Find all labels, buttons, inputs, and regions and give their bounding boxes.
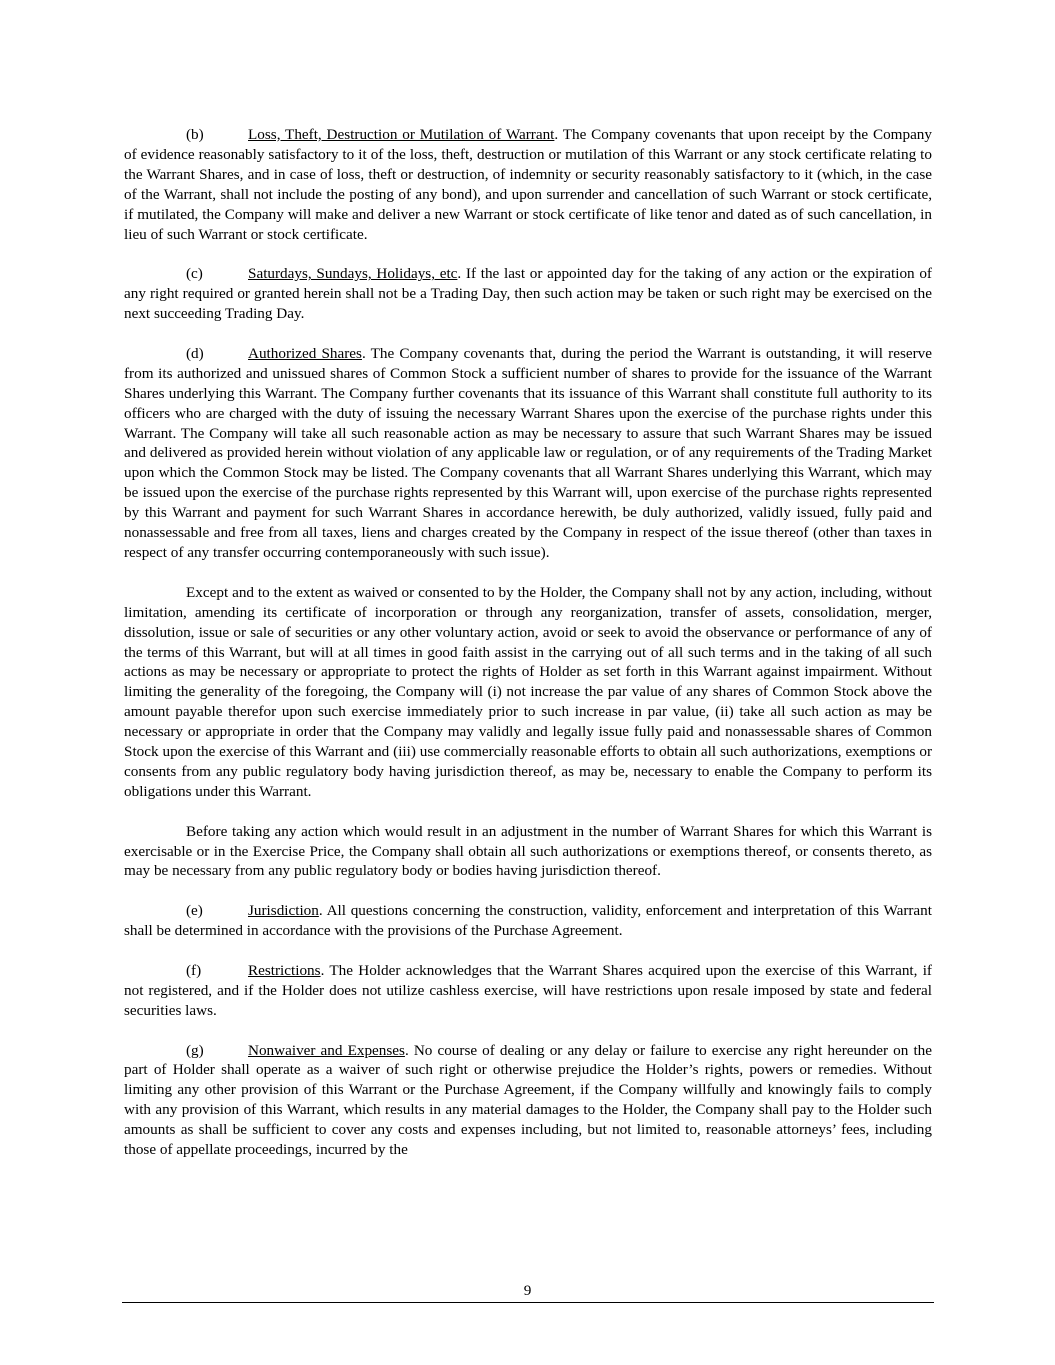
section-heading: Authorized Shares bbox=[248, 344, 362, 362]
section-label: (b) bbox=[186, 126, 204, 143]
section-body: . No course of dealing or any delay or failure to exercise any right hereunder on the part of Holder shall operate as a waiver of such right or otherwise prejudice the Holder’s rights, powers or remedies. Without limiting any other provision of this Warrant or the Purchase Agreement, if the Company willfully and knowingly fails to comply with any provision of this Warrant, which results in any material damages to the Holder, the Company shall pay to the Holder such amounts as shall be sufficient to cover any costs and expenses including, but not limited to, reasonable attorneys’ fees, including those of appellate proceedings, incurred by the bbox=[124, 1041, 932, 1159]
section-g bbox=[124, 1041, 932, 1160]
section-label: (e) bbox=[186, 902, 203, 920]
page-number: 9 bbox=[523, 1282, 532, 1299]
section-label: (f) bbox=[186, 961, 202, 979]
section-heading: Jurisdiction bbox=[248, 902, 319, 920]
section-b bbox=[124, 125, 932, 244]
section-body: . If the last or appointed day for the taking of any action or the expiration of any right required or granted herein shall not be a Trading Day, then such action may be taken or such right may be exercised on the next succeeding Trading Day. bbox=[124, 265, 932, 323]
section-e bbox=[124, 901, 932, 941]
paragraph-except: Except and to the extent as waived or consented to by the Holder, the Company shall not by any action, including, without limitation, amending its certificate of incorporation or through any reorganization, transfer of assets, consolidation, merger, dissolution, issue or sale of securities or any other voluntary action, avoid or seek to avoid the observance or performance of any of the terms of this Warrant, but will at all times in good faith assist in the carrying out of all such terms and in the taking of all such actions as may be necessary or appropriate to protect the rights of Holder as set forth in this Warrant against impairment. Without limiting the generality of the foregoing, the Company will (i) not increase the par value of any shares of Common Stock above the amount payable therefor upon such exercise immediately prior to such increase in par value, (ii) take all such action as may be necessary or appropriate in order that the Company may validly and legally issue fully paid and nonassessable shares of Common Stock upon the exercise of this Warrant and (iii) use commercially reasonable efforts to obtain all such authorizations, exemptions or consents from any public regulatory body having jurisdiction thereof, as may be, necessary to enable the Company to perform its obligations under this Warrant. bbox=[124, 583, 932, 800]
section-heading: Nonwaiver and Expenses bbox=[248, 1041, 405, 1059]
footer-rule bbox=[122, 1302, 934, 1303]
document-page bbox=[124, 125, 932, 1180]
section-c bbox=[124, 264, 932, 324]
section-heading: Restrictions bbox=[248, 961, 321, 979]
section-body: . All questions concerning the construction, validity, enforcement and interpretation of this Warrant shall be determined in accordance with the provisions of the Purchase Agreement. bbox=[124, 902, 932, 940]
section-heading: Saturdays, Sundays, Holidays, etc bbox=[248, 265, 458, 283]
section-body: . The Company covenants that, during the period the Warrant is outstanding, it will reserve from its authorized and unissued shares of Common Stock a sufficient number of shares to provide for the issuance of the Warrant Shares underlying this Warrant. The Company further covenants that its issuance of this Warrant shall constitute full authority to its officers who are charged with the duty of issuing the necessary Warrant Shares upon the exercise of the purchase rights under this Warrant. The Company will take all such reasonable action as may be necessary to assure that such Warrant Shares may be issued and delivered as provided herein without violation of any applicable law or regulation, or of any requirements of the Trading Market upon which the Common Stock may be listed. The Company covenants that all Warrant Shares underlying this Warrant, which may be issued upon the exercise of the purchase rights represented by this Warrant will, upon exercise of the purchase rights represented by this Warrant and payment for such Warrant Shares in accordance herewith, be duly authorized, validly issued, fully paid and nonassessable and free from all taxes, liens and charges created by the Company in respect of the issue thereof (other than taxes in respect of any transfer occurring contemporaneously with such issue). bbox=[124, 344, 933, 561]
section-label: (g) bbox=[186, 1041, 204, 1059]
section-heading: Loss, Theft, Destruction or Mutilation of Warrant bbox=[248, 126, 555, 143]
section-label: (d) bbox=[186, 344, 204, 362]
section-label: (c) bbox=[186, 265, 203, 283]
section-d bbox=[124, 344, 932, 563]
section-f bbox=[124, 961, 932, 1021]
paragraph-before-taking: Before taking any action which would result in an adjustment in the number of Warrant Shares for which this Warrant is exercisable or in the Exercise Price, the Company shall obtain all such authorizations or exemptions thereof, or consents thereto, as may be necessary from any public regulatory body or bodies having jurisdiction thereof. bbox=[124, 822, 932, 880]
section-body: . The Holder acknowledges that the Warrant Shares acquired upon the exercise of this Warrant, if not registered, and if the Holder does not utilize cashless exercise, will have restrictions upon resale imposed by state and federal securities laws. bbox=[124, 961, 932, 1019]
section-body: . The Company covenants that upon receipt by the Company of evidence reasonably satisfactory to it of the loss, theft, destruction or mutilation of this Warrant or any stock certificate relating to the Warrant Shares, and in case of loss, theft or destruction, of indemnity or security reasonably satisfactory to it (which, in the case of the Warrant, shall not include the posting of any bond), and upon surrender and cancellation of such Warrant or stock certificate, if mutilated, the Company will make and deliver a new Warrant or stock certificate of like tenor and dated as of such cancellation, in lieu of such Warrant or stock certificate. bbox=[124, 126, 932, 243]
